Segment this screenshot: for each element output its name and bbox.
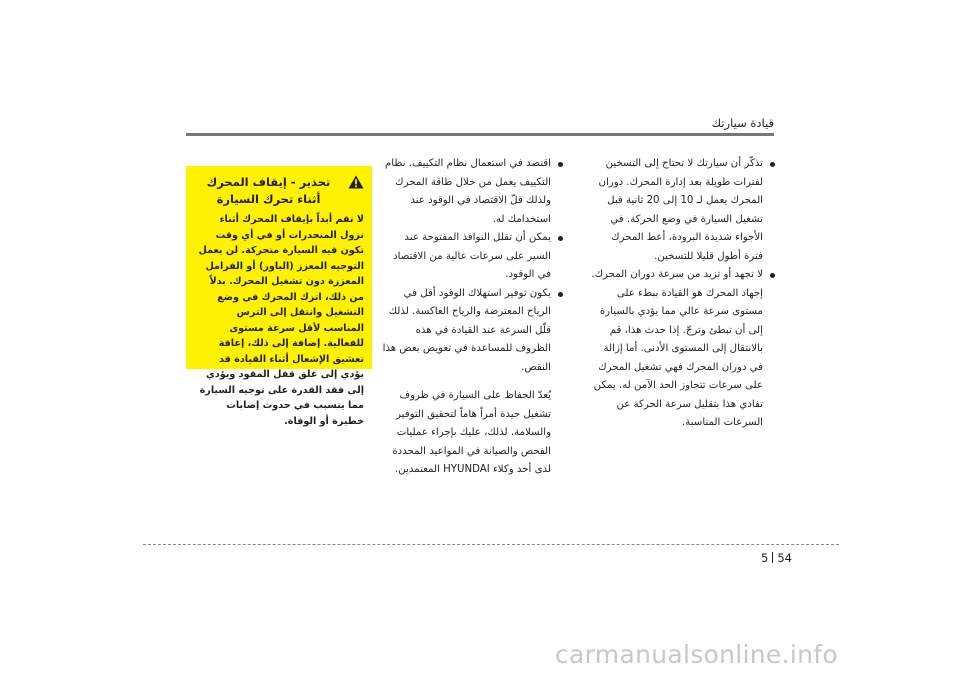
section-title: قيادة سيارتك (711, 116, 774, 130)
warning-title: تحذير - إيقاف المحرك أثناء تحرك السيارة (206, 175, 331, 206)
list-item: اقتصد في استعمال نظام التكييف. نظام التكييف يعمل من خلال طاقة المحرك ولذلك قلّ الاقتصاد في الوقود عند استخدامك له. (378, 155, 564, 229)
list-item: يمكن أن تقلل النوافذ المفتوحة عند السير على سرعات عالية من الاقتصاد في الوقود. (378, 229, 564, 285)
warning-box (186, 166, 372, 427)
watermark: carmanualsonline.info (555, 640, 838, 669)
list-item: لا تجهد أو تزيد من سرعة دوران المحرك. إجهاد المحرك هو القيادة ببطء على مستوى سرعة عالي مما يؤدي بالسيارة إلى أن تبطئ وترجّ. إذا حدث هذا، قم بالانتقال إلى المستوى الأدنى. أما إزالة في دوران المحرك فهي تشغيل المحرك على سرعات تتجاوز الحد الآمن له. يمكن تفادي هذا بتقليل سرعة الحركة عن السرعات المناسبة. (590, 266, 776, 433)
header-divider (186, 133, 774, 136)
page-number-divider (772, 552, 773, 563)
middle-column (378, 155, 564, 480)
page-number (761, 551, 792, 565)
maintenance-paragraph: يُعدّ الحفاظ على السيارة في ظروف تشغيل جيدة أمراً هاماً لتحقيق التوفير والسلامة. لذلك، عليك بإجراء عمليات الفحص والصيانة في المواعيد المحددة لدى أحد وكلاء HYUNDAI المعتمدين. (392, 390, 551, 475)
chapter-number: 5 (761, 551, 769, 565)
warning-triangle-icon (348, 175, 364, 189)
warning-text: لا تقم أبداً بإيقاف المحرك أثناء نزول المنحدرات أو في أي وقت تكون فيه السيارة متحركة. لن يعمل التوجيه المعزز (الباور) أو الفرامل المعززة دون تشغيل المحرك. بدلاً من ذلك، اترك المحرك في وضع التشغيل وانتقل إلى الترس المناسب لأقل سرعة مستوى للفعالية. إضافة إلى ذلك، إعاقة تعشيق الإشعال أثناء القيادة قد يؤدي إلى غلق قفل المقود ويؤدي إلى فقد القدرة على توجيه السيارة مما يتسبب في حدوث إصابات خطيرة أو الوفاة. (198, 214, 364, 427)
list-item: يكون توفير استهلاك الوقود أقل في الرياح المعترضة والرياح العاكسة. لذلك قلّل السرعة عند القيادة في هذه الظروف للمساعدة في تعويض بعض هذا النقص. (378, 285, 564, 378)
footer-divider (143, 544, 839, 545)
page-index: 54 (777, 551, 792, 565)
list-item: تذكّر أن سيارتك لا تحتاج إلى التسخين لفترات طويلة بعد إدارة المحرك. دوران المحرك يعمل لـ 10 إلى 20 ثانية قبل تشغيل السيارة في وضع الحركة. في الأجواء شديدة البرودة، أعط المحرك فترة أطول قليلا للتسخين. (590, 155, 776, 266)
right-column (590, 155, 776, 433)
